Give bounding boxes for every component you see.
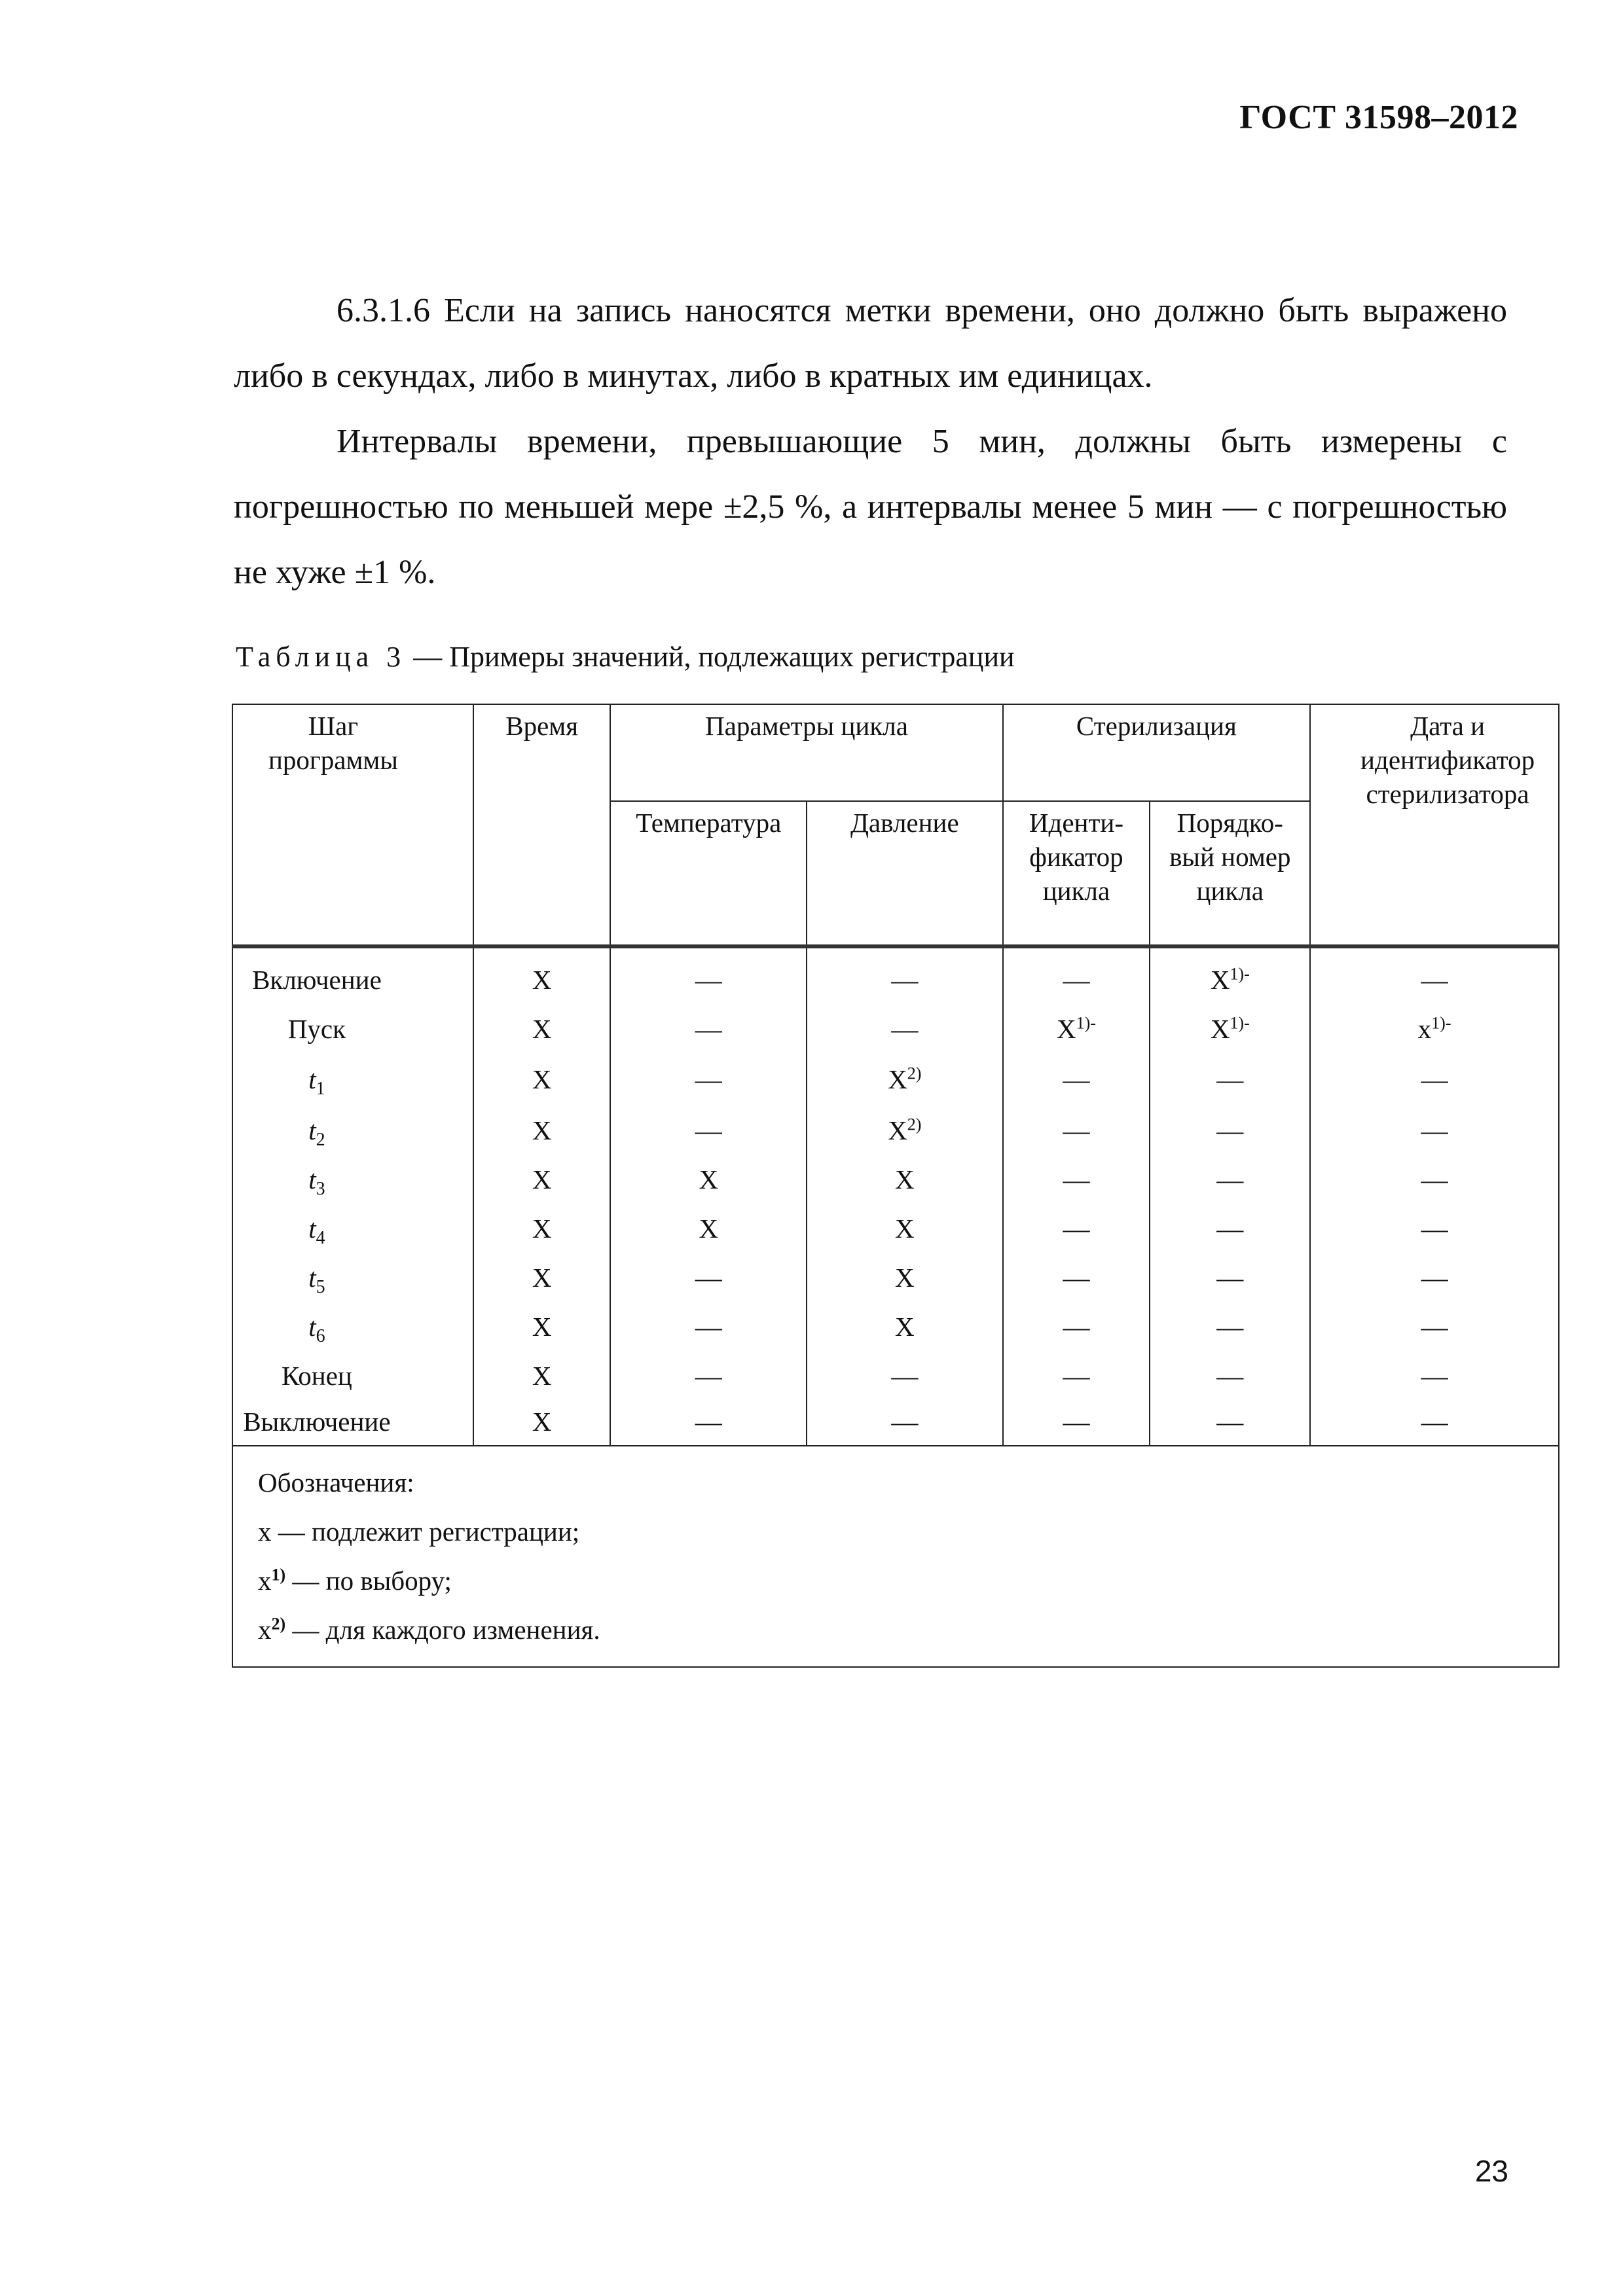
- table-row: [232, 1302, 1559, 1351]
- cell-date-id: —: [1310, 1155, 1559, 1204]
- table-caption-text: — Примеры значений, подлежащих регистрации: [406, 641, 1015, 673]
- table-caption: [236, 640, 1015, 673]
- cell-date-id: —: [1310, 946, 1559, 1004]
- legend-title: Обозначения:: [258, 1467, 414, 1498]
- cell-date-id: —: [1310, 1105, 1559, 1155]
- cell-cycle-id: —: [1003, 1204, 1150, 1253]
- cell-cycle-id: —: [1003, 1105, 1150, 1155]
- legend-item-recorded: x — подлежит регистрации;: [258, 1516, 580, 1547]
- cell-temperature: —: [610, 1400, 807, 1446]
- cell-date-id: —: [1310, 1351, 1559, 1400]
- header-cycle-number: Порядко-вый номер цикла: [1150, 801, 1310, 946]
- cell-cycle-id: —: [1003, 1155, 1150, 1204]
- header-cycle-params: Параметры цикла: [610, 704, 1002, 801]
- cell-cycle-number: —: [1150, 1105, 1310, 1155]
- cell-cycle-number: —: [1150, 1302, 1310, 1351]
- table-row: [232, 1004, 1559, 1053]
- cell-step: Пуск: [232, 1004, 473, 1053]
- table-row: [232, 1155, 1559, 1204]
- table-legend: [232, 1446, 1559, 1667]
- cell-temperature: —: [610, 1302, 807, 1351]
- cell-step: $t_4$: [232, 1204, 473, 1253]
- cell-pressure: X: [807, 1204, 1002, 1253]
- cell-cycle-id: —: [1003, 1400, 1150, 1446]
- cell-pressure: X: [807, 1302, 1002, 1351]
- cell-temperature: —: [610, 1105, 807, 1155]
- header-time: Время: [473, 704, 611, 946]
- cell-pressure: —: [807, 1351, 1002, 1400]
- cell-pressure: X: [807, 1253, 1002, 1302]
- legend-item-optional: $x^{1)}$ — по выбору;: [258, 1565, 452, 1596]
- cell-step: Выключение: [232, 1400, 473, 1446]
- table-row: [232, 1351, 1559, 1400]
- header-pressure: Давление: [807, 801, 1002, 946]
- cell-step: $t_6$: [232, 1302, 473, 1351]
- cell-time: X: [473, 1155, 611, 1204]
- cell-cycle-id: —: [1003, 1253, 1150, 1302]
- cell-date-id: —: [1310, 1302, 1559, 1351]
- table-caption-number: Таблица 3: [236, 641, 407, 673]
- cell-date-id: —: [1310, 1053, 1559, 1105]
- cell-time: X: [473, 1204, 611, 1253]
- cell-cycle-id: $X^{1)-}$: [1003, 1004, 1150, 1053]
- cell-step: $t_3$: [232, 1155, 473, 1204]
- cell-pressure: $X^{2)}$: [807, 1053, 1002, 1105]
- cell-time: X: [473, 1105, 611, 1155]
- cell-pressure: —: [807, 946, 1002, 1004]
- cell-cycle-number: $X^{1)-}$: [1150, 1004, 1310, 1053]
- cell-cycle-number: —: [1150, 1155, 1310, 1204]
- header-date-id: Дата и идентификатор стерилизатора: [1310, 704, 1559, 946]
- table-row: [232, 1253, 1559, 1302]
- table-row: [232, 1400, 1559, 1446]
- document-code: ГОСТ 31598–2012: [1239, 99, 1518, 136]
- cell-cycle-number: —: [1150, 1400, 1310, 1446]
- cell-temperature: —: [610, 1253, 807, 1302]
- cell-cycle-id: —: [1003, 1351, 1150, 1400]
- cell-time: X: [473, 946, 611, 1004]
- cell-step: Конец: [232, 1351, 473, 1400]
- cell-date-id: $x^{1)-}$: [1310, 1004, 1559, 1053]
- cell-time: X: [473, 1351, 611, 1400]
- cell-cycle-id: —: [1003, 1053, 1150, 1105]
- cell-cycle-number: $X^{1)-}$: [1150, 946, 1310, 1004]
- cell-step: $t_2$: [232, 1105, 473, 1155]
- cell-cycle-number: —: [1150, 1253, 1310, 1302]
- table-row: [232, 1105, 1559, 1155]
- cell-temperature: —: [610, 1053, 807, 1105]
- cell-pressure: X: [807, 1155, 1002, 1204]
- header-temperature: Температура: [610, 801, 807, 946]
- cell-temperature: X: [610, 1155, 807, 1204]
- cell-pressure: —: [807, 1400, 1002, 1446]
- cell-temperature: X: [610, 1204, 807, 1253]
- paragraph-6-3-1-6: 6.3.1.6 Если на запись наносятся метки времени, оно должно быть выражено либо в секундах, либо в минутах, либо в кратных им единицах.: [234, 292, 1507, 395]
- header-cycle-id: Иденти-фикатор цикла: [1003, 801, 1150, 946]
- cell-step: Включение: [232, 946, 473, 1004]
- cell-step: $t_5$: [232, 1253, 473, 1302]
- cell-pressure: $X^{2)}$: [807, 1105, 1002, 1155]
- cell-pressure: —: [807, 1004, 1002, 1053]
- cell-time: X: [473, 1004, 611, 1053]
- registration-table: [232, 704, 1559, 1668]
- cell-date-id: —: [1310, 1204, 1559, 1253]
- cell-cycle-number: —: [1150, 1204, 1310, 1253]
- cell-cycle-id: —: [1003, 1302, 1150, 1351]
- cell-cycle-id: —: [1003, 946, 1150, 1004]
- cell-time: X: [473, 1302, 611, 1351]
- paragraph-intervals: Интервалы времени, превышающие 5 мин, должны быть измерены с погрешностью по меньшей мере ±2,5 %, а интервалы менее 5 мин — с погрешностью не хуже ±1 %.: [234, 423, 1507, 591]
- cell-cycle-number: —: [1150, 1351, 1310, 1400]
- table-row: [232, 946, 1559, 1004]
- legend-item-each-change: $x^{2)}$ — для каждого изменения.: [258, 1614, 600, 1645]
- table-row: [232, 1204, 1559, 1253]
- header-sterilization: Стерилизация: [1003, 704, 1311, 801]
- table-body: [232, 946, 1559, 1446]
- header-step: Шаг программы: [232, 704, 473, 946]
- cell-temperature: —: [610, 1004, 807, 1053]
- cell-cycle-number: —: [1150, 1053, 1310, 1105]
- cell-time: X: [473, 1253, 611, 1302]
- cell-temperature: —: [610, 1351, 807, 1400]
- cell-date-id: —: [1310, 1400, 1559, 1446]
- table-row: [232, 1053, 1559, 1105]
- cell-step: $t_1$: [232, 1053, 473, 1105]
- cell-temperature: —: [610, 946, 807, 1004]
- page-number: 23: [1474, 2154, 1508, 2188]
- cell-time: X: [473, 1400, 611, 1446]
- cell-date-id: —: [1310, 1253, 1559, 1302]
- cell-time: X: [473, 1053, 611, 1105]
